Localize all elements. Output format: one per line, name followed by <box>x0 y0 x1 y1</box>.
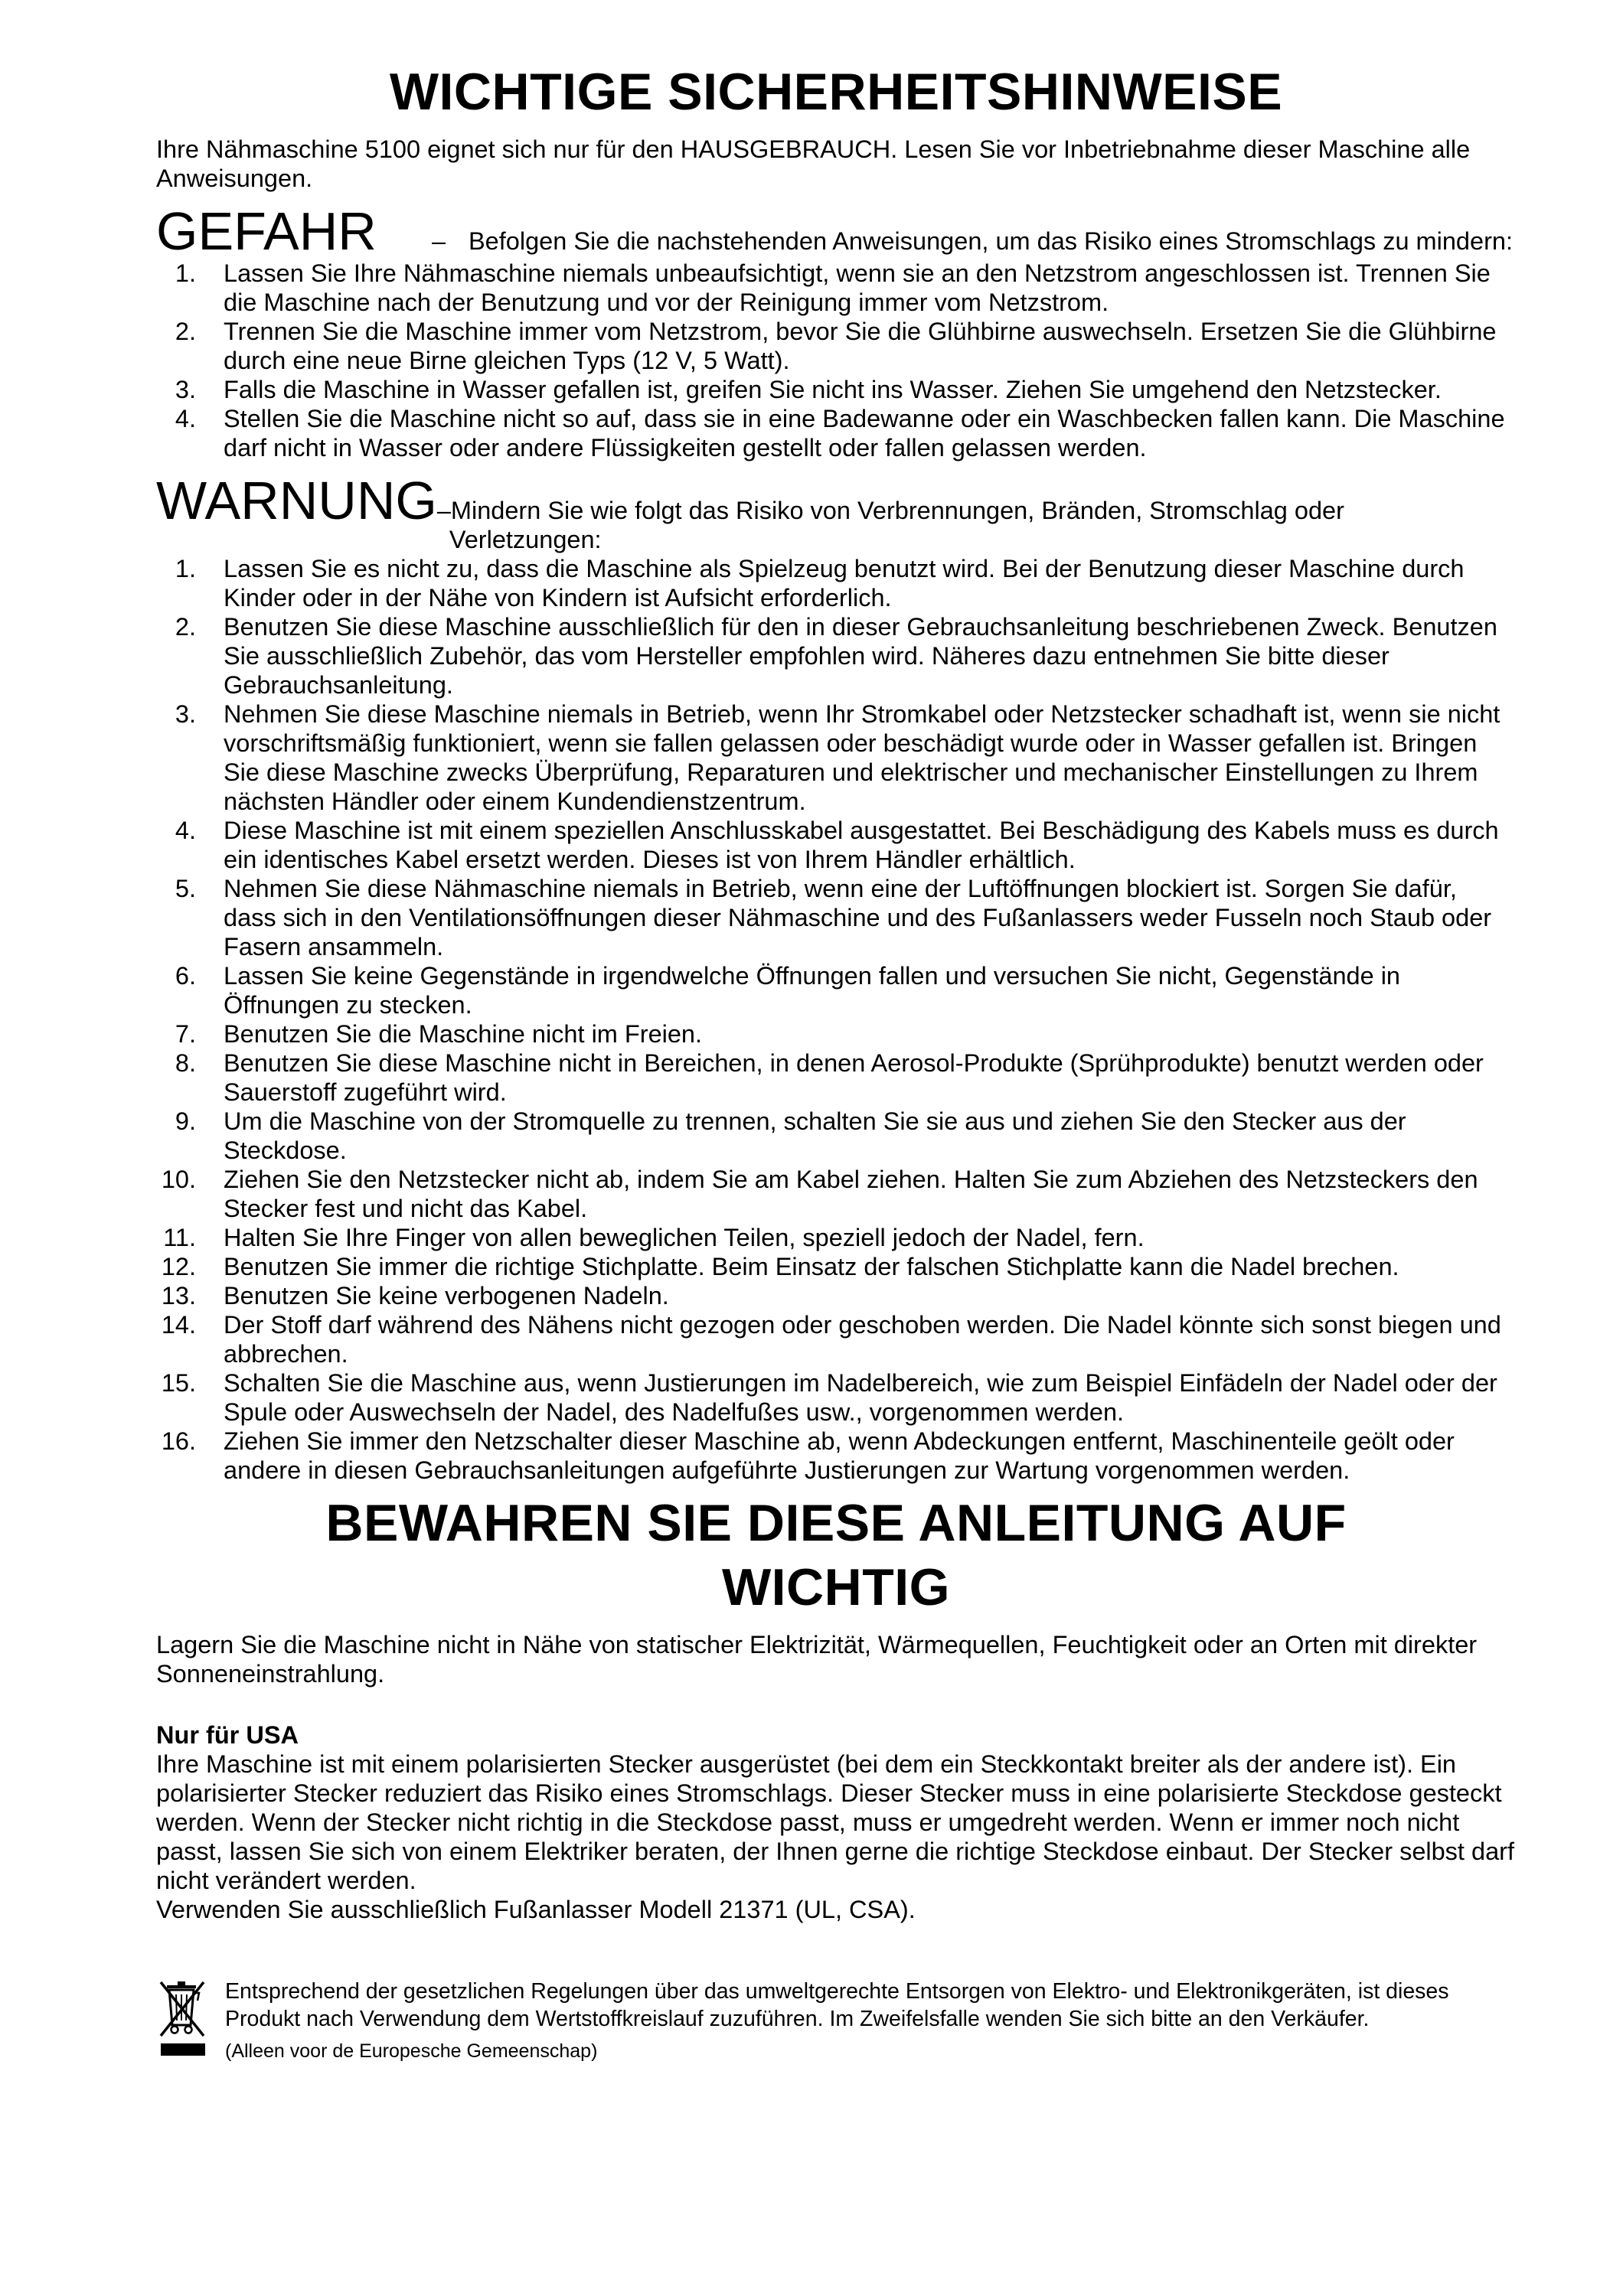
list-item: 11. Halten Sie Ihre Finger von allen beweglichen Teilen, speziell jedoch der Nadel, fern. <box>163 1224 1145 1251</box>
list-item: 1. Lassen Sie Ihre Nähmaschine niemals unbeaufsichtigt, wenn sie an den Netzstrom angeschlossen ist. Trennen Sie die Maschine nach der Benutzung und vor der Reinigung immer vom Netzstrom. <box>175 259 1491 316</box>
list-item: 5. Nehmen Sie diese Nähmaschine niemals in Betrieb, wenn eine der Luftöffnungen blockiert ist. Sorgen Sie dafür, dass sich in den Ventilationsöffnungen dieser Nähmaschine und des Fußanlassers weder Fusseln noch Staub oder Fasern ansammeln. <box>175 875 1492 960</box>
gefahr-list <box>156 259 1516 462</box>
list-item: 4. Diese Maschine ist mit einem speziellen Anschlusskabel ausgestattet. Bei Beschädigung des Kabels muss es durch ein identisches Kabel ersetzt werden. Dieses ist von Ihrem Händler erhältlich. <box>175 817 1499 873</box>
warnung-lead <box>437 473 1516 554</box>
disposal-section <box>156 1978 1516 2066</box>
list-item: 3. Falls die Maschine in Wasser gefallen ist, greifen Sie nicht ins Wasser. Ziehen Sie umgehend den Netzstecker. <box>175 376 1442 403</box>
list-item: 3. Nehmen Sie diese Maschine niemals in Betrieb, wenn Ihr Stromkabel oder Netzstecker schadhaft ist, wenn sie nicht vorschriftsmäßig funktioniert, wenn sie fallen gelassen oder beschädigt wurde oder in Wasser gefallen ist. Bringen Sie diese Maschine zwecks Überprüfung, Reparaturen und elektrischer und mechanischer Einstellungen zu Ihrem nächsten Händler oder einem Kundendienstzentrum. <box>175 700 1501 815</box>
gefahr-dash: – <box>431 227 446 255</box>
crossed-out-wheelie-bin-icon <box>156 1978 225 2062</box>
disposal-text-block <box>225 1978 1516 2066</box>
disposal-paragraph: Entsprechend der gesetzlichen Regelungen über das umweltgerechte Entsorgen von Elektro- und Elektronikgeräten, ist dieses Produkt nach Verwendung dem Wertstoffkreislauf zuzuführen. Im Zweifelsfalle wenden Sie sich bitte an den Verkäufer. <box>225 1979 1449 2031</box>
list-item: 16. Ziehen Sie immer den Netzschalter dieser Maschine ab, wenn Abdeckungen entfernt, Maschinenteile geölt oder andere in diesen Gebrauchsanleitungen aufgeführte Justierungen zur Wartung vorgenommen werden. <box>161 1427 1455 1484</box>
usa-heading: Nur für USA <box>156 1721 299 1749</box>
list-item: 4. Stellen Sie die Maschine nicht so auf, dass sie in eine Badewanne oder ein Waschbecken fallen kann. Die Maschine darf nicht in Wasser oder andere Flüssigkeiten gestellt oder fallen gelassen werden. <box>175 405 1505 461</box>
list-item: 7. Benutzen Sie die Maschine nicht im Freien. <box>175 1020 703 1048</box>
warnung-header <box>156 473 1516 554</box>
foot-pedal-note: Verwenden Sie ausschließlich Fußanlasser Modell 21371 (UL, CSA). <box>156 1896 916 1923</box>
list-item: 14. Der Stoff darf während des Nähens nicht gezogen oder geschoben werden. Die Nadel könnte sich sonst biegen und abbrechen. <box>161 1311 1501 1368</box>
save-heading-line2: WICHTIG <box>721 1558 951 1616</box>
usa-paragraph: Ihre Maschine ist mit einem polarisierten Stecker ausgerüstet (bei dem ein Steckkontakt breiter als der andere ist). Ein polarisierter Stecker reduziert das Risiko eines Stromschlags. Dieser Stecker muss in eine polarisierte Steckdose gesteckt werden. Wenn der Stecker nicht richtig in die Steckdose passt, muss er umgedreht werden. Wenn er immer noch nicht passt, lassen Sie sich von einem Elektriker beraten, der Ihnen gerne die richtige Steckdose einbaut. Der Stecker selbst darf nicht verändert werden. <box>156 1750 1514 1894</box>
gefahr-label: GEFAHR <box>156 201 377 261</box>
storage-paragraph: Lagern Sie die Maschine nicht in Nähe von statischer Elektrizität, Wärmequellen, Feuchtigkeit oder an Orten mit direkter Sonneneinstrahlung. <box>156 1631 1478 1688</box>
warnung-lead-line1: –Mindern Sie wie folgt das Risiko von Verbrennungen, Bränden, Stromschlag oder <box>436 497 1344 524</box>
list-item: 10. Ziehen Sie den Netzstecker nicht ab, indem Sie am Kabel ziehen. Halten Sie zum Abziehen des Netzsteckers den Stecker fest und nicht das Kabel. <box>161 1166 1478 1222</box>
list-item: 2. Trennen Sie die Maschine immer vom Netzstrom, bevor Sie die Glühbirne auswechseln. Ersetzen Sie die Glühbirne durch eine neue Birne gleichen Typs (12 V, 5 Watt). <box>175 318 1497 374</box>
list-item: 12. Benutzen Sie immer die richtige Stichplatte. Beim Einsatz der falschen Stichplatte kann die Nadel brechen. <box>161 1253 1399 1280</box>
list-item: 2. Benutzen Sie diese Maschine ausschließlich für den in dieser Gebrauchsanleitung beschriebenen Zweck. Benutzen Sie ausschließlich Zubehör, das vom Hersteller empfohlen wird. Näheres dazu entnehmen Sie bitte dieser Gebrauchsanleitung. <box>175 613 1497 699</box>
list-item: 8. Benutzen Sie diese Maschine nicht in Bereichen, in denen Aerosol-Produkte (Sprühprodukte) benutzt werden oder Sauerstoff zugeführt wird. <box>175 1049 1484 1106</box>
list-item: 15. Schalten Sie die Maschine aus, wenn Justierungen im Nadelbereich, wie zum Beispiel Einfädeln der Nadel oder der Spule oder Auswechseln der Nadel, des Nadelfußes usw., vorgenommen werden. <box>161 1369 1497 1426</box>
list-item: 13. Benutzen Sie keine verbogenen Nadeln. <box>161 1282 669 1309</box>
warnung-lead-line2: Verletzungen: <box>449 526 602 553</box>
warnung-label: WARNUNG <box>156 471 437 530</box>
save-instructions-heading <box>156 1491 1516 1619</box>
gefahr-lead: Befolgen Sie die nachstehenden Anweisungen, um das Risiko eines Stromschlags zu mindern: <box>469 227 1514 255</box>
page-title: WICHTIGE SICHERHEITSHINWEISE <box>389 63 1283 121</box>
warnung-list <box>156 554 1516 1485</box>
document-page <box>156 0 1516 2066</box>
list-item: 6. Lassen Sie keine Gegenstände in irgendwelche Öffnungen fallen und versuchen Sie nicht, Gegenstände in Öffnungen zu stecken. <box>175 962 1400 1019</box>
gefahr-header <box>156 201 1516 261</box>
list-item: 9. Um die Maschine von der Stromquelle zu trennen, schalten Sie sie aus und ziehen Sie den Stecker aus der Steckdose. <box>175 1107 1406 1164</box>
save-heading-line1: BEWAHREN SIE DIESE ANLEITUNG AUF <box>325 1494 1347 1552</box>
list-item: 1. Lassen Sie es nicht zu, dass die Maschine als Spielzeug benutzt wird. Bei der Benutzung dieser Maschine durch Kinder oder in der Nähe von Kindern ist Aufsicht erforderlich. <box>175 555 1465 612</box>
eu-only-note: (Alleen voor de Europesche Gemeenschap) <box>225 2040 598 2062</box>
intro-paragraph: Ihre Nähmaschine 5100 eignet sich nur für den HAUSGEBRAUCH. Lesen Sie vor Inbetriebnahme dieser Maschine alle Anweisungen. <box>156 135 1471 192</box>
